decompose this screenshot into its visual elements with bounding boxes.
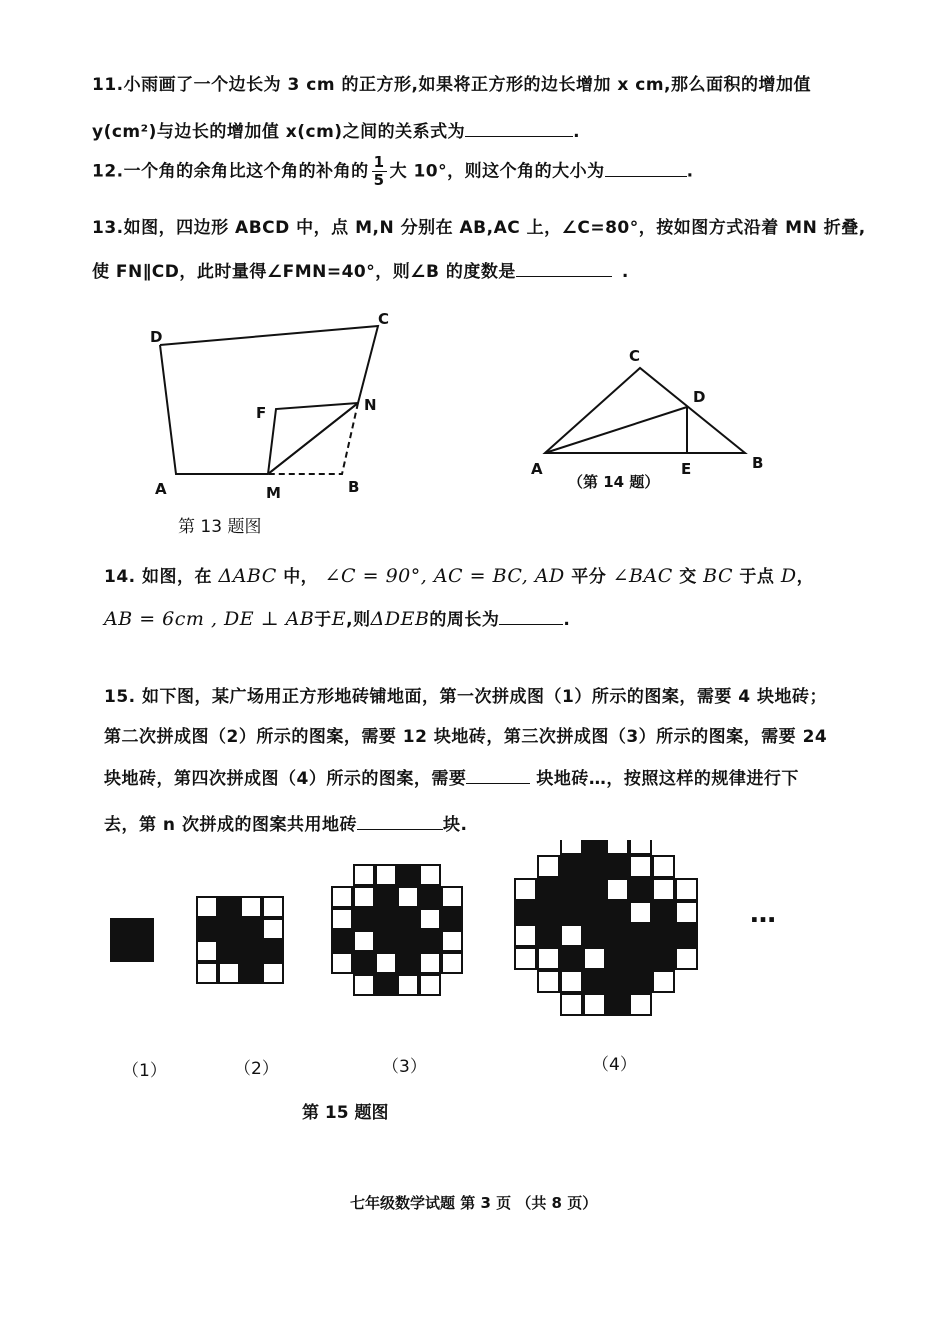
white-tile bbox=[676, 948, 697, 969]
white-tile bbox=[630, 902, 651, 923]
fig13-diagram bbox=[0, 0, 950, 540]
q14-text-d: 交 bbox=[679, 567, 697, 587]
white-tile bbox=[398, 887, 418, 907]
black-tile bbox=[111, 919, 131, 939]
white-tile bbox=[630, 840, 651, 854]
fig13-caption: 第 13 题图 bbox=[178, 517, 262, 537]
white-tile bbox=[398, 975, 418, 995]
black-tile bbox=[219, 941, 239, 961]
page-footer: 七年级数学试题 第 3 页 （共 8 页） bbox=[350, 1194, 598, 1212]
white-tile bbox=[219, 963, 239, 983]
fig14-caption: （第 14 题） bbox=[568, 473, 660, 491]
q14-line1 bbox=[104, 562, 814, 587]
white-tile bbox=[354, 865, 374, 885]
white-tile bbox=[561, 994, 582, 1015]
black-tile bbox=[241, 963, 261, 983]
white-tile bbox=[607, 879, 628, 900]
fig15-label-2: （2） bbox=[234, 1059, 279, 1079]
q12-text-a: 12.一个角的余角比这个角的补角的 bbox=[92, 161, 369, 182]
white-tile bbox=[538, 948, 559, 969]
black-tile bbox=[538, 925, 559, 946]
black-tile bbox=[607, 925, 628, 946]
white-tile bbox=[515, 925, 536, 946]
white-tile bbox=[263, 963, 283, 983]
q14-comma: ， bbox=[796, 567, 815, 587]
fig14-label-b: B bbox=[752, 454, 764, 472]
fig14-label-d: D bbox=[693, 388, 706, 406]
black-tile bbox=[584, 971, 605, 992]
white-tile bbox=[420, 953, 440, 973]
black-tile bbox=[332, 931, 352, 951]
q12-frac-num: 1 bbox=[373, 153, 385, 171]
q15-text-a: 块地砖，第四次拼成图（4）所示的图案，需要 bbox=[104, 769, 467, 789]
q14-period: . bbox=[563, 610, 571, 630]
black-tile bbox=[420, 931, 440, 951]
fig15-pattern-3 bbox=[332, 865, 462, 995]
q14-line2 bbox=[104, 605, 570, 630]
q12-period: . bbox=[686, 161, 694, 182]
white-tile bbox=[263, 919, 283, 939]
black-tile bbox=[653, 948, 674, 969]
black-tile bbox=[653, 925, 674, 946]
fig13-label-n: N bbox=[364, 396, 377, 414]
q11-text: y(cm²)与边长的增加值 x(cm)之间的关系式为 bbox=[92, 122, 466, 142]
white-tile bbox=[676, 902, 697, 923]
black-tile bbox=[630, 925, 651, 946]
black-tile bbox=[584, 925, 605, 946]
black-tile bbox=[515, 902, 536, 923]
fig14-label-a: A bbox=[531, 460, 543, 478]
white-tile bbox=[653, 879, 674, 900]
fig13-label-f: F bbox=[256, 404, 267, 422]
black-tile bbox=[219, 919, 239, 939]
white-tile bbox=[354, 887, 374, 907]
white-tile bbox=[561, 925, 582, 946]
white-tile bbox=[442, 887, 462, 907]
white-tile bbox=[263, 897, 283, 917]
white-tile bbox=[607, 840, 628, 854]
q14-point-e: E bbox=[331, 608, 347, 630]
q14-text-b: 中， bbox=[283, 567, 319, 587]
black-tile bbox=[133, 919, 153, 939]
black-tile bbox=[607, 902, 628, 923]
fig14-bisector-ad bbox=[545, 407, 687, 453]
white-tile bbox=[420, 865, 440, 885]
white-tile bbox=[332, 887, 352, 907]
white-tile bbox=[630, 994, 651, 1015]
black-tile bbox=[133, 941, 153, 961]
q14-angle-bac: ∠BAC bbox=[612, 565, 673, 587]
black-tile bbox=[561, 948, 582, 969]
fig15-pattern-1 bbox=[111, 919, 153, 961]
black-tile bbox=[398, 865, 418, 885]
black-tile bbox=[630, 971, 651, 992]
black-tile bbox=[630, 879, 651, 900]
white-tile bbox=[584, 994, 605, 1015]
white-tile bbox=[376, 953, 396, 973]
fig15-label-4: （4） bbox=[592, 1055, 637, 1075]
q13-text: 使 FN∥CD，此时量得∠FMN=40°，则∠B 的度数是 bbox=[92, 262, 516, 282]
black-tile bbox=[561, 902, 582, 923]
black-tile bbox=[442, 909, 462, 929]
black-tile bbox=[584, 840, 605, 854]
white-tile bbox=[515, 879, 536, 900]
q11-period: . bbox=[573, 122, 581, 142]
black-tile bbox=[630, 948, 651, 969]
white-tile bbox=[197, 963, 217, 983]
white-tile bbox=[653, 856, 674, 877]
white-tile bbox=[420, 909, 440, 929]
white-tile bbox=[515, 948, 536, 969]
white-tile bbox=[538, 856, 559, 877]
black-tile bbox=[584, 856, 605, 877]
black-tile bbox=[354, 909, 374, 929]
black-tile bbox=[197, 919, 217, 939]
q14-text-f: 于 bbox=[314, 610, 332, 630]
white-tile bbox=[538, 971, 559, 992]
q13-line1: 13.如图，四边形 ABCD 中，点 M,N 分别在 AB,AC 上，∠C=80°，按如图方式沿着 MN 折叠, bbox=[92, 218, 866, 238]
fig15-ellipsis: … bbox=[750, 899, 776, 929]
fig14-label-e: E bbox=[681, 460, 692, 478]
q15-line3 bbox=[104, 764, 799, 789]
black-tile bbox=[607, 994, 628, 1015]
q12-text-b: 大 10°，则这个角的大小为 bbox=[389, 161, 605, 182]
black-tile bbox=[354, 953, 374, 973]
black-tile bbox=[607, 856, 628, 877]
black-tile bbox=[561, 879, 582, 900]
fig14-label-c: C bbox=[629, 347, 641, 365]
black-tile bbox=[607, 948, 628, 969]
q14-text-c: 平分 bbox=[571, 567, 607, 587]
fig15-caption: 第 15 题图 bbox=[302, 1103, 389, 1123]
black-tile bbox=[561, 856, 582, 877]
white-tile bbox=[354, 975, 374, 995]
q12-frac-den: 5 bbox=[373, 171, 385, 189]
fig13-label-b: B bbox=[348, 478, 360, 496]
black-tile bbox=[420, 887, 440, 907]
q14-bc: BC bbox=[703, 565, 733, 587]
q14-text-a: 14. 如图，在 bbox=[104, 567, 213, 587]
white-tile bbox=[332, 909, 352, 929]
black-tile bbox=[263, 941, 283, 961]
q14-triangle-abc: ΔABC bbox=[218, 565, 277, 587]
black-tile bbox=[538, 879, 559, 900]
q14-text-e: 于点 bbox=[739, 567, 775, 587]
q14-math: AB = 6cm , DE ⊥ AB bbox=[104, 608, 315, 630]
white-tile bbox=[442, 953, 462, 973]
fig13-label-c: C bbox=[378, 310, 390, 328]
fig15-label-1: （1） bbox=[122, 1061, 167, 1081]
q14-triangle-deb: ΔDEB bbox=[370, 608, 430, 630]
fig13-quad-outline bbox=[160, 326, 378, 474]
white-tile bbox=[332, 953, 352, 973]
q15-line4 bbox=[104, 810, 467, 835]
fig15-diagram bbox=[0, 840, 950, 1040]
white-tile bbox=[197, 941, 217, 961]
q13-period: . bbox=[621, 262, 629, 282]
fig15-pattern-4 bbox=[515, 840, 697, 1015]
white-tile bbox=[197, 897, 217, 917]
black-tile bbox=[398, 931, 418, 951]
black-tile bbox=[376, 887, 396, 907]
white-tile bbox=[584, 948, 605, 969]
fig15-pattern-2 bbox=[197, 897, 283, 983]
q15-line2: 第二次拼成图（2）所示的图案，需要 12 块地砖，第三次拼成图（3）所示的图案，需要 24 bbox=[104, 727, 828, 747]
black-tile bbox=[241, 941, 261, 961]
black-tile bbox=[376, 909, 396, 929]
black-tile bbox=[584, 902, 605, 923]
white-tile bbox=[561, 971, 582, 992]
q14-text-h: 的周长为 bbox=[429, 610, 500, 630]
q15-text-d: 块. bbox=[442, 815, 468, 835]
white-tile bbox=[676, 879, 697, 900]
black-tile bbox=[376, 931, 396, 951]
black-tile bbox=[607, 971, 628, 992]
q15-line1: 15. 如下图，某广场用正方形地砖铺地面，第一次拼成图（1）所示的图案，需要 4 块地砖； bbox=[104, 687, 828, 707]
white-tile bbox=[561, 840, 582, 854]
white-tile bbox=[420, 975, 440, 995]
q14-condition: ∠C = 90°, AC = BC, AD bbox=[324, 565, 565, 587]
q14-point-d: D bbox=[780, 565, 797, 587]
q15-text-b: 块地砖…，按照这样的规律进行下 bbox=[536, 769, 799, 789]
black-tile bbox=[538, 902, 559, 923]
black-tile bbox=[219, 897, 239, 917]
black-tile bbox=[676, 925, 697, 946]
q11-line1: 11.小雨画了一个边长为 3 cm 的正方形,如果将正方形的边长增加 x cm,那么面积的增加值 bbox=[92, 75, 811, 95]
white-tile bbox=[376, 865, 396, 885]
q15-text-c: 去，第 n 次拼成的图案共用地砖 bbox=[104, 815, 357, 835]
q14-text-g: ,则 bbox=[346, 610, 371, 630]
q14-answer-blank[interactable] bbox=[499, 623, 563, 625]
black-tile bbox=[398, 953, 418, 973]
black-tile bbox=[111, 941, 131, 961]
black-tile bbox=[584, 879, 605, 900]
white-tile bbox=[241, 897, 261, 917]
black-tile bbox=[653, 902, 674, 923]
white-tile bbox=[442, 931, 462, 951]
black-tile bbox=[376, 975, 396, 995]
q15-blank-4th[interactable] bbox=[466, 782, 530, 784]
fig14-triangle-abc bbox=[545, 368, 745, 453]
fig13-label-a: A bbox=[155, 480, 167, 498]
white-tile bbox=[354, 931, 374, 951]
black-tile bbox=[398, 909, 418, 929]
black-tile bbox=[241, 919, 261, 939]
fig13-label-m: M bbox=[266, 484, 281, 502]
white-tile bbox=[653, 971, 674, 992]
white-tile bbox=[630, 856, 651, 877]
fig13-label-d: D bbox=[150, 328, 163, 346]
q15-blank-nth[interactable] bbox=[357, 828, 443, 830]
fig15-label-3: （3） bbox=[382, 1057, 427, 1077]
